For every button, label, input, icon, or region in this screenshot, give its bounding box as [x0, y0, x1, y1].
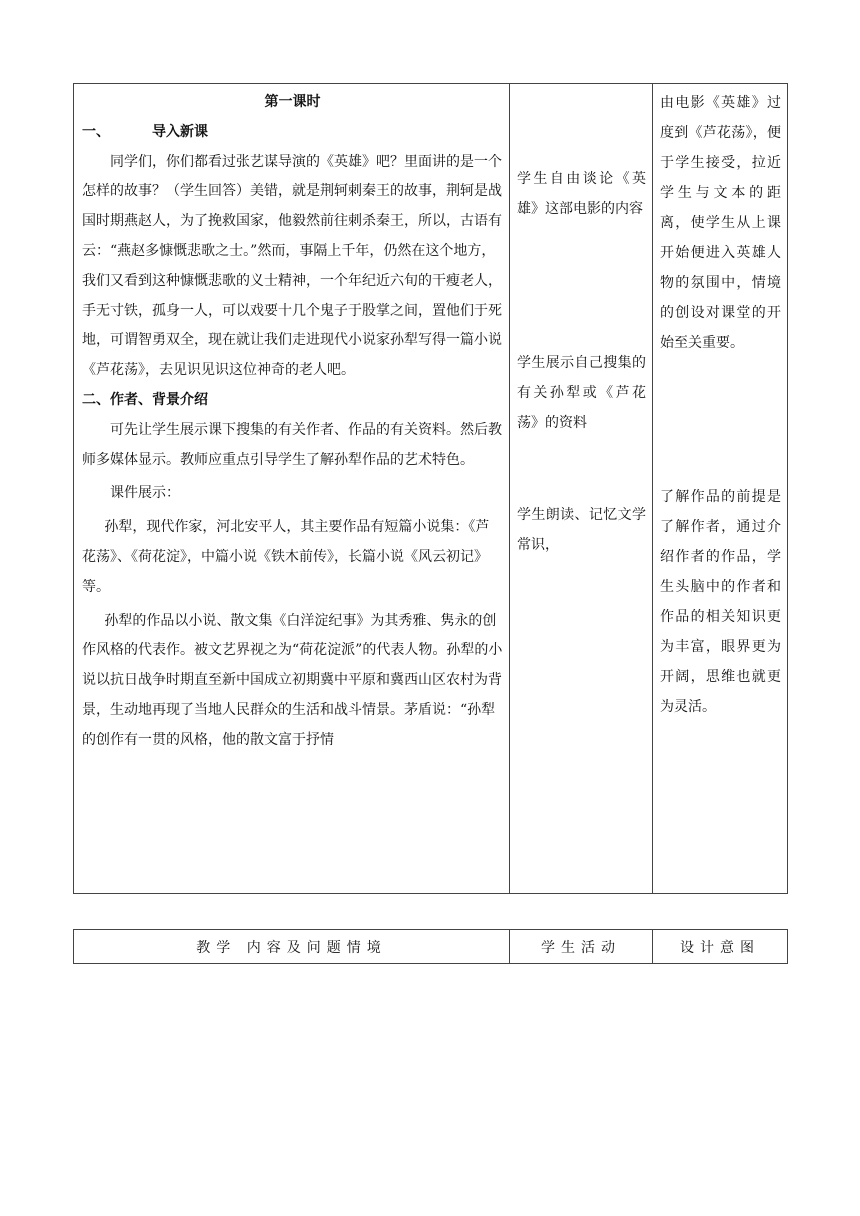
- author-bio-paragraph: 孙犁，现代作家，河北安平人，其主要作品有短篇小说集：《芦花荡》、《荷花淀》，中篇小说《铁木前传》，长篇小说《风云初记》等。: [82, 519, 490, 595]
- header-content: 教学 内容及问题情境: [74, 930, 510, 964]
- section-2-heading: 二、作者、背景介绍: [82, 391, 208, 408]
- header-table: [73, 929, 788, 964]
- courseware-label: 课件展示：: [110, 485, 180, 502]
- author-intro-paragraph: 可先让学生展示课下搜集的有关作者、作品的有关资料。然后教师多媒体显示。教师应重点引导学生了解孙犁作品的艺术特色。: [82, 421, 502, 468]
- header-intent: 设计意图: [653, 930, 788, 964]
- activity-2: 学生展示自己搜集的有关孙犁或《芦花荡》的资料: [517, 355, 646, 431]
- section-1-title: 导入新课: [152, 123, 208, 140]
- activity-cell: [510, 84, 653, 894]
- content-cell: [74, 84, 510, 894]
- intent-2: 了解作品的前提是了解作者，通过介绍作者的作品，学生头脑中的作者和作品的相关知识更为丰富，眼界更为开阔，思维也就更为灵活。: [660, 489, 781, 715]
- header-activity: 学生活动: [510, 930, 653, 964]
- activity-3: 学生朗读、记忆文学常识，: [517, 507, 646, 553]
- section-1-number: 一、: [82, 123, 110, 140]
- lesson-title: 第一课时: [264, 94, 321, 110]
- activity-1: 学生自由谈论《英雄》这部电影的内容: [517, 171, 646, 217]
- section-1-heading: [82, 118, 503, 148]
- intro-paragraph: 同学们，你们都看过张艺谋导演的《英雄》吧？里面讲的是一个怎样的故事？（学生回答）美错，就是荆轲刺秦王的故事，荆轲是战国时期燕赵人，为了挽救国家，他毅然前往刺杀秦王，所以，古语有云：“燕赵多慷慨悲歌之士。”然而，事隔上千年，仍然在这个地方，我们又看到这种慷慨悲歌的义士精神，一个年纪近六旬的干瘦老人，手无寸铁，孤身一人，可以戏要十几个鬼子于股掌之间，置他们于死地，可谓智勇双全，现在就让我们走进现代小说家孙犁写得一篇小说《芦花荡》，去见识见识这位神奇的老人吧。: [82, 153, 502, 379]
- intent-cell: [653, 84, 788, 894]
- intent-1: 由电影《英雄》过度到《芦花荡》，便于学生接受，拉近学生与文本的距离，使学生从上课开始便进入英雄人物的氛围中，情境的创设对课堂的开始至关重要。: [660, 95, 781, 351]
- works-paragraph: 孙犁的作品以小说、散文集《白洋淀纪事》为其秀雅、隽永的创作风格的代表作。被文艺界视之为“荷花淀派”的代表人物。孙犁的小说以抗日战争时期直至新中国成立初期冀中平原和冀西山区农村为背景，生动地再现了当地人民群众的生活和战斗情景。茅盾说：“孙犁的创作有一贯的风格，他的散文富于抒情: [82, 612, 503, 748]
- lesson-table: [73, 83, 788, 894]
